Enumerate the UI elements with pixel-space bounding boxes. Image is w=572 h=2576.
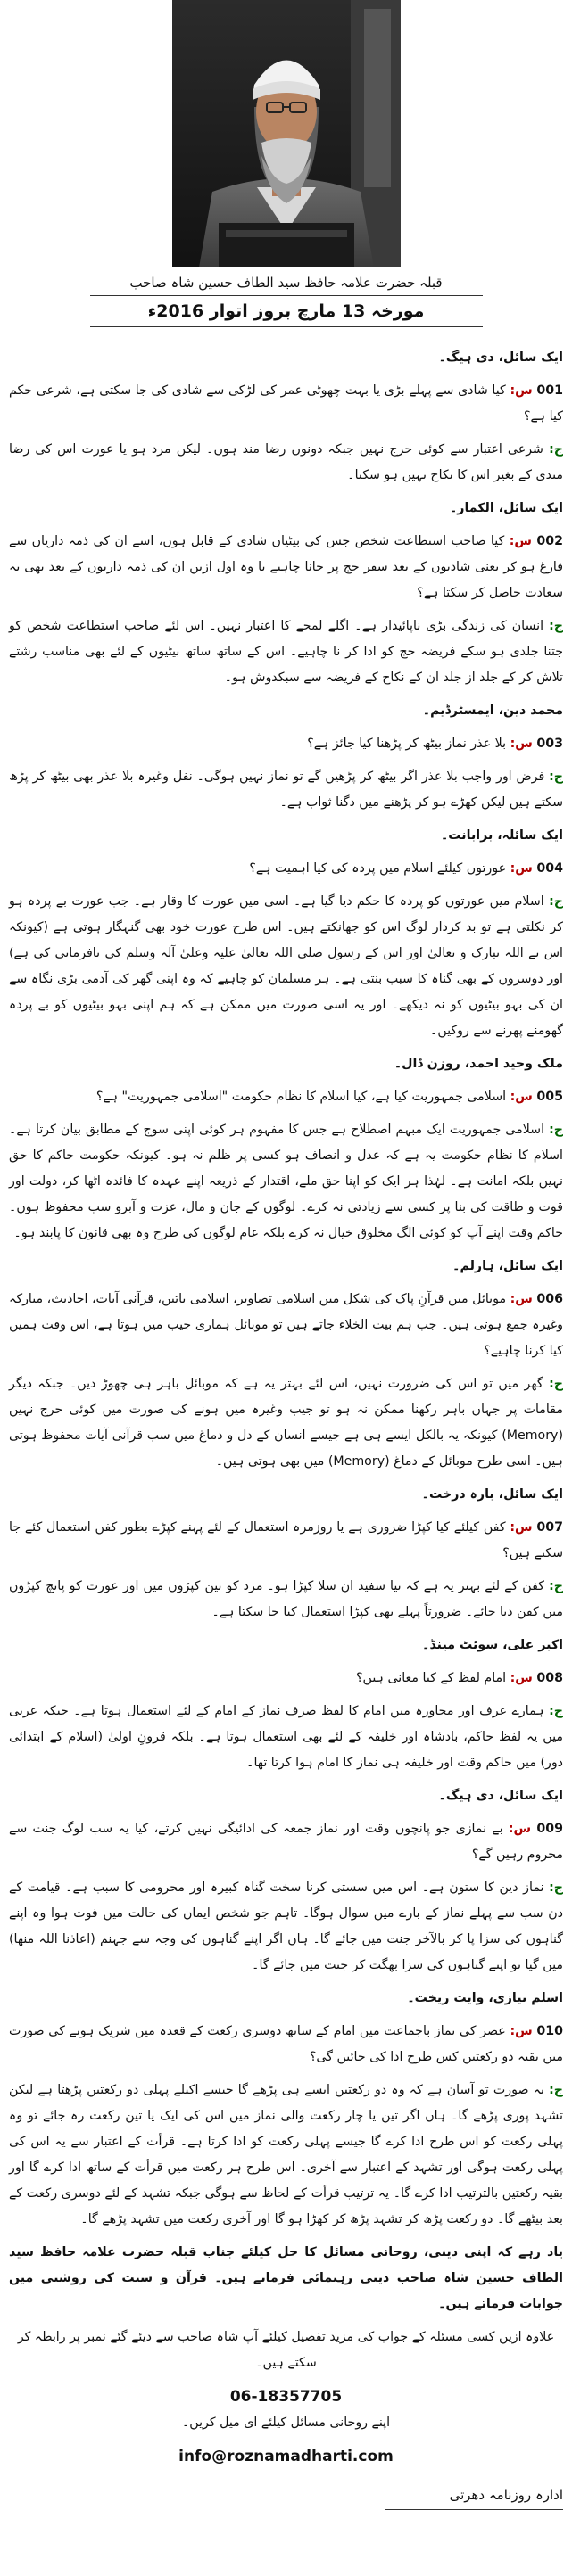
question: [9, 1287, 563, 1364]
question-number: 002: [536, 534, 564, 548]
question-marker: س:: [508, 1822, 532, 1836]
qa-item-003: [9, 698, 563, 816]
question-number: 005: [536, 1090, 563, 1104]
question: [9, 2019, 563, 2070]
asker: ایک سائل، دی ہیگ۔: [438, 1789, 563, 1803]
answer-marker: ج:: [549, 1704, 563, 1718]
publisher-name: ادارہ روزنامہ دھرتی: [449, 2487, 563, 2503]
answer-marker: ج:: [549, 894, 563, 909]
question-marker: س:: [510, 383, 533, 398]
question-marker: س:: [510, 1090, 533, 1104]
answer-marker: ج:: [549, 1377, 563, 1391]
qa-item-006: [9, 1254, 563, 1475]
question-number: 007: [536, 1520, 563, 1535]
asker: ملک وحید احمد، روزن ڈال۔: [394, 1057, 563, 1071]
question-text: موبائل میں قرآنِ پاک کی شکل میں اسلامی تصاویر، اسلامی باتیں، قرآنی آیات، احادیث، مبارکہ وغیرہ جمع ہوتی ہیں۔ جب ہم بیت الخلاء جاتے ہیں تو موبائل ہماری جیب میں ہوتا ہے، اس وقت ہمیں کیا کرنا چاہیے؟: [9, 1292, 563, 1358]
portrait-photo: [172, 0, 401, 267]
question-marker: س:: [510, 861, 533, 876]
answer: [9, 1574, 563, 1625]
question: [9, 1816, 563, 1868]
question-text: امام لفظ کے کیا معانی ہیں؟: [356, 1671, 507, 1685]
question-number: 008: [536, 1671, 563, 1685]
qa-item-002: [9, 496, 563, 691]
qa-item-009: [9, 1783, 563, 1979]
asker: ایک سائلہ، برابانت۔: [440, 828, 563, 843]
question-text: اسلامی جمہوریت کیا ہے، کیا اسلام کا نظام حکومت "اسلامی جمہوریت" ہے؟: [95, 1090, 507, 1104]
asker: ایک سائل، ہارلم۔: [452, 1259, 563, 1273]
footer: [9, 2482, 563, 2510]
question: [9, 1084, 563, 1110]
question-marker: س:: [510, 1520, 533, 1535]
answer: [9, 764, 563, 816]
question-marker: س:: [510, 1671, 533, 1685]
question-text: عصر کی نماز باجماعت میں امام کے ساتھ دوسری رکعت کے قعدہ میں شریک ہونے کی صورت میں بقیہ دو رکعتیں کس طرح ادا کی جائیں گی؟: [9, 2024, 563, 2064]
question-text: کیا شادی سے پہلے بڑی یا بہت چھوٹی عمر کی لڑکی سے شادی کی جا سکتی ہے، شرعی حکم کیا ہے؟: [9, 383, 563, 424]
article-date: مورخہ 13 مارچ بروز اتوار 2016ء: [147, 301, 425, 321]
answer-marker: ج:: [549, 442, 563, 457]
question-text: کفن کیلئے کیا کپڑا ضروری ہے یا روزمرہ استعمال کے لئے پہنے کپڑے بطور کفن استعمال کئے جا سکتے ہیں؟: [9, 1520, 563, 1560]
phone-number: 06-18357705: [229, 2388, 343, 2406]
question-number: 003: [536, 737, 563, 751]
answer: [9, 1875, 563, 1979]
asker: اکبر علی، سوئٹ مینڈ۔: [422, 1638, 563, 1652]
question: [9, 529, 563, 606]
question: [9, 856, 563, 882]
answer-marker: ج:: [549, 619, 563, 633]
photo-caption: [9, 273, 563, 327]
answer-text: یہ صورت تو آسان ہے کہ وہ دو رکعتیں ایسے ہی پڑھے گا جیسے اکیلے پہلی دو رکعتیں پڑھتا ہے لیکن تشہد پوری پڑھے گا۔ ہاں اگر تین یا چار رکعت والی نماز میں اس کی ایک یا تین رکعت رہ جائے تو وہ پہلی رکعت کو اس طرح ادا کرے گا جیسے پہلی رکعت کو ادا کرتا ہے۔ قرأت کے اعتبار سے یہ اس کی پہلی رکعت ہوگی اور تشہد کے اعتبار سے آخری۔ اس طرح ہر رکعت میں قرأت کے ساتھ ادا کرے گا اور بقیہ رکعتیں بالترتیب ادا کرے گا۔ یہ ترتیب قرأت کے لحاظ سے ہوگی جبکہ تشہد کے لئے دوسری رکعت کے بعد بیٹھے گا۔ دو رکعت پڑھ کر تشہد پڑھ کر کھڑا ہو گا اور آخری رکعت میں تشہد پڑھے گا۔: [9, 2083, 563, 2226]
qa-item-008: [9, 1633, 563, 1776]
asker: محمد دین، ایمسٹرڈیم۔: [422, 704, 563, 718]
answer-text: اسلامی جمہوریت ایک مبہم اصطلاح ہے جس کا مفہوم ہر کوئی اپنی سوچ کے مطابق بیان کرتا ہے۔ اسلام کا نظام حکومت یہ ہے کہ عدل و انصاف ہو کسی پر ظلم نہ ہو۔ کیونکہ حکومت حاکم کا حق نہیں بلکہ امانت ہے۔ لہٰذا ہر ایک کو اپنا حق ملے، اقتدار کے ذریعہ اپنے عہدہ کا فائدہ اٹھا کر، دولت اور قوت و طاقت کی بنا پر کسی سے زیادتی نہ کرے۔ لوگوں کے جان و مال، عزت و آبرو سب محفوظ ہوں۔ حاکم وقت اپنے آپ کو کوئی الگ مخلوق خیال نہ کرے بلکہ عام لوگوں کی طرح وہ بھی قانون کا پابند ہو۔: [9, 1123, 563, 1240]
answer-text: گھر میں تو اس کی ضرورت نہیں، اس لئے بہتر یہ ہے کہ موبائل باہر ہی چھوڑ دیں۔ جبکہ دیگر مقامات پر جہاں باہر رکھنا ممکن نہ ہو تو جیب وغیرہ میں ہونے کی صورت میں کوئی حرج نہیں (Memory) کیونکہ یہ بالکل ایسے ہی ہے جیسے انسان کے دل و دماغ میں سب قرآنی آیات محفوظ ہوتی ہیں۔ اسی طرح موبائل کے دماغ (Memory) میں بھی ہوتی ہیں۔: [9, 1377, 563, 1469]
question-marker: س:: [510, 2024, 533, 2038]
question-text: بے نمازی جو پانچوں وقت اور نماز جمعہ کی ادائیگی نہیں کرتے، کیا یہ سب لوگ جنت سے محروم رہیں گے؟: [9, 1822, 563, 1862]
answer-marker: ج:: [549, 1881, 563, 1895]
qa-item-010: [9, 1986, 563, 2233]
answer-text: کفن کے لئے بہتر یہ ہے کہ نیا سفید ان سلا کپڑا ہو۔ مرد کو تین کپڑوں میں اور عورت کو پانچ کپڑوں میں کفن دیا جائے۔ ضرورتاً پہلے بھی کپڑا استعمال کیا جا سکتا ہے۔: [9, 1579, 563, 1619]
qa-item-001: [9, 345, 563, 489]
question-text: عورتوں کیلئے اسلام میں پردہ کی کیا اہمیت ہے؟: [249, 861, 507, 876]
asker: اسلم نیازی، وایت ریخت۔: [407, 1991, 563, 2005]
portrait-image: [172, 0, 401, 267]
answer: [9, 2078, 563, 2233]
closing-note: یاد رہے کہ اپنی دینی، روحانی مسائل کا حل کیلئے جناب قبلہ حضرت علامہ حافظ سید الطاف حسین شاہ صاحب دینی رہنمائی فرماتے ہیں۔ قرآن و سنت کی روشنی میں جوابات فرماتے ہیں۔: [9, 2245, 563, 2311]
answer: [9, 437, 563, 489]
question-number: 004: [536, 861, 563, 876]
question-marker: س:: [510, 1292, 533, 1306]
answer-marker: ج:: [549, 2083, 563, 2097]
caption-name: قبلہ حضرت علامہ حافظ سید الطاف حسین شاہ صاحب: [129, 275, 443, 291]
footer-rule: [385, 2509, 563, 2510]
qa-item-004: [9, 823, 563, 1044]
question-number: 001: [536, 383, 564, 398]
answer-text: ہمارے عرف اور محاورہ میں امام کا لفظ صرف نماز کے امام کے لئے استعمال ہوتا ہے۔ جبکہ عربی میں یہ لفظ حاکم، بادشاہ اور خلیفہ کے لئے بھی استعمال ہوتا ہے۔ بلکہ قرونِ اولیٰ (اسلام کے ابتدائی دور) میں حاکم وقت اور خلیفہ ہی نماز کا امام ہوا کرتا تھا۔: [9, 1704, 563, 1770]
answer: [9, 1699, 563, 1776]
answer-text: انسان کی زندگی بڑی ناپائیدار ہے۔ اگلے لمحے کا اعتبار نہیں۔ اس لئے صاحب استطاعت شخص کو جتنا جلدی ہو سکے فریضہ حج کو ادا کر نا چاہیے۔ اس کے ساتھ ساتھ بیٹیوں کے لئے بھی مناسب رشتے تلاش کر کے جلد از جلد ان کے نکاح کے فریضہ سے سبکدوش ہو۔: [9, 619, 563, 685]
question-text: بلا عذر نماز بیٹھ کر پڑھنا کیا جائز ہے؟: [307, 737, 507, 751]
answer-text: شرعی اعتبار سے کوئی حرج نہیں جبکہ دونوں رضا مند ہوں۔ لیکن مرد ہو یا عورت اس کی رضا مندی کے بغیر اس کا نکاح نہیں ہو سکتا۔: [9, 442, 563, 482]
answer-marker: ج:: [549, 1579, 563, 1593]
question-number: 010: [536, 2024, 564, 2038]
answer: [9, 1117, 563, 1247]
email-address[interactable]: info@roznamadharti.com: [178, 2448, 394, 2465]
answer-marker: ج:: [549, 1123, 564, 1137]
answer-text: فرض اور واجب بلا عذر اگر بیٹھ کر پڑھیں گے تو نماز نہیں ہوگی۔ نفل وغیرہ بلا عذر بھی بیٹھ کر پڑھ سکتے ہیں لیکن کھڑے ہو کر پڑھنے میں دگنا ثواب ہے۔: [9, 770, 563, 810]
asker: ایک سائل، دی ہیگ۔: [438, 350, 563, 365]
question-marker: س:: [510, 737, 533, 751]
question: [9, 731, 563, 757]
question: [9, 1515, 563, 1567]
question-number: 009: [536, 1822, 564, 1836]
article-body: [9, 345, 563, 2470]
email-note: اپنے روحانی مسائل کیلئے ای میل کریں۔: [181, 2416, 391, 2430]
answer-text: نماز دین کا ستون ہے۔ اس میں سستی کرنا سخت گناہ کبیرہ اور محرومی کا سبب ہے۔ قیامت کے دن سب سے پہلے نماز کے بارے میں سوال ہوگا۔ تاہم جو شخص ایمان کی حالت میں فوت ہوا وہ اپنے گناہوں کی سزا پا کر بالآخر جنت میں جائے گا۔ ہاں اگر اپنے گناہوں کی وجہ سے جہنم (اعاذنا اللہ منھا) میں گیا تو اپنے گناہوں کی سزا بھگت کر جنت میں جائے گا۔: [9, 1881, 563, 1972]
question: [9, 378, 563, 430]
qa-item-005: [9, 1051, 563, 1247]
asker: ایک سائل، بارہ درخت۔: [421, 1487, 563, 1502]
qa-item-007: [9, 1482, 563, 1625]
caption-divider: [90, 295, 483, 296]
answer-text: اسلام میں عورتوں کو پردہ کا حکم دیا گیا ہے۔ اسی میں عورت کا وقار ہے۔ جب عورت بے پردہ ہو کر نکلتی ہے تو بد کردار لوگ اس کو جھانکتے ہیں۔ اس طرح عورت خود بھی گنہگار ہوتی ہے (کیونکہ اس نے اللہ تبارک و تعالیٰ اور اس کے رسول صلی اللہ تعالیٰ علیہ وعلیٰ آلہ وسلم کی نافرمانی کی ہے) اور دوسروں کے بھی گناہ کا سبب بنتی ہے۔ ہر مسلمان کو چاہیے کہ وہ اپنی گھر کی آدمی بڑی نگاہ سے ان کی بہو بیٹیوں کو نہ دیکھے۔ اور یہ اسی صورت میں ممکن ہے کہ ہم اپنی بہو بیٹیوں کو بے پردہ گھومنے پھرنے سے روکیں۔: [9, 894, 563, 1038]
answer: [9, 889, 563, 1044]
question: [9, 1666, 563, 1691]
date-divider: [90, 326, 483, 327]
question-number: 006: [536, 1292, 564, 1306]
question-text: کیا صاحب استطاعت شخص جس کی بیٹیاں شادی کے قابل ہوں، اسے ان کی ذمہ داریاں سے فارغ ہو کر یعنی شادیوں کے بعد سفر حج پر جانا چاہیے یا وہ اول ازیں ان کی ذمہ داریوں کے بعد بھی یہ سعادت حاصل کر سکتا ہے؟: [9, 534, 563, 600]
asker: ایک سائل، الکمار۔: [449, 501, 563, 515]
answer: [9, 613, 563, 691]
answer: [9, 1371, 563, 1475]
contact-note: علاوہ ازیں کسی مسئلہ کے جواب کی مزید تفصیل کیلئے آپ شاہ صاحب سے دیئے گئے نمبر پر رابطہ کر سکتے ہیں۔: [17, 2330, 555, 2370]
answer-marker: ج:: [549, 770, 563, 784]
question-marker: س:: [509, 534, 532, 548]
